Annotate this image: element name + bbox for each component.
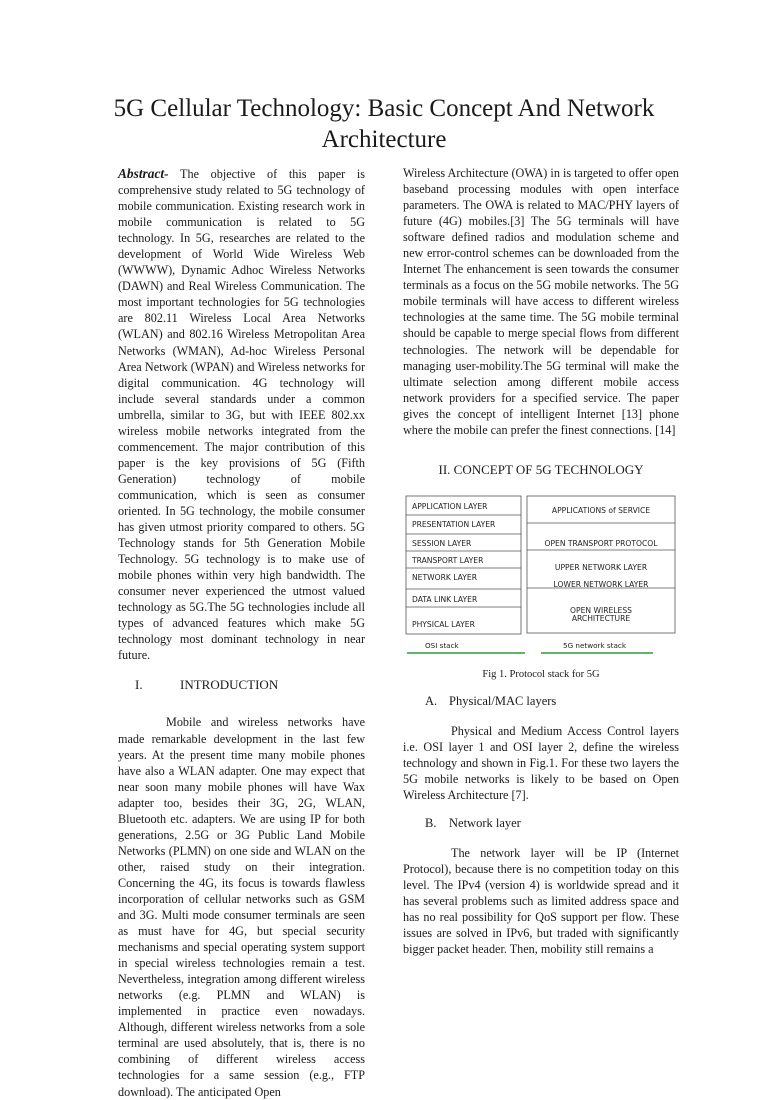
paper-title: 5G Cellular Technology: Basic Concept And Network Architecture (113, 95, 655, 153)
subsection-b-text: The network layer will be IP (Internet Protocol), because there is no competition today on this level. The IPv4 (version 4) is worldwide spread and it has several problems such as limited address space and has no real possibility for QoS support per flow. These issues are solved in IPv6, but traded with significantly bigger packet header. Then, mobility still remains a (403, 846, 679, 957)
figure-caption: Fig 1. Protocol stack for 5G (482, 668, 600, 680)
introduction-text: Mobile and wireless networks have made remarkable development in the last few years. At the present time many mobile phones have also a WLAN adapter. One may expect that near soon many mobile phones will have Wax adapter too, besides their 3G, 2G, WLAN, Bluetooth etc. adapters. We are using IP for both generations, 2.5G or 3G Public Land Mobile Networks (PLMN) on one side and WLAN on the other, raised study on their integration. Concerning the 4G, its focus is towards flawless incorporation of cellular networks such as GSM and 3G. Multi mode consumer terminals are seen as must have for 4G, but special security mechanisms and special operating system support in special wireless technologies remain a test. Nevertheless, integration among different wireless networks (e.g. PLMN and WLAN) is implemented in practice even nowadays. Although, different wireless networks from a sole terminal are used absolutely, that is, there is no combining of different wireless access technologies for a same session (e.g., FTP download). The anticipated Open (118, 715, 365, 1099)
g5-layer-open-transport: OPEN TRANSPORT PROTOCOL (544, 538, 658, 548)
protocol-stack-figure (403, 493, 679, 663)
g5-stack-label: 5G network stack (563, 640, 626, 650)
g5-layer-open-wireless: OPEN WIRELESS (570, 605, 632, 615)
protocol-stack-diagram (403, 493, 679, 663)
osi-layer-physical: PHYSICAL LAYER (412, 619, 475, 629)
intro-continued-text: Wireless Architecture (OWA) in is targeted to offer open baseband processing modules with open interface parameters. The OWA is related to MAC/PHY layers of future (4G) mobiles.[3] The 5G terminals will have software defined radios and modulation scheme and new error-control schemes can be downloaded from the Internet The enhancement is seen towards the consumer terminals as a focus on the 5G mobile networks. The 5G mobile terminals will have access to different wireless technologies at the same time. The 5G mobile terminal should be capable to merge special flows from different technologies. The network will be dependable for managing user-mobility.The 5G terminal will make the ultimate selection among different mobile access network providers for a specified service. The paper gives the concept of intelligent Internet [13] phone where the mobile can prefer the finest connections. [14] (403, 166, 679, 437)
section-title: INTRODUCTION (180, 677, 279, 693)
subsection-letter: B. (425, 816, 437, 831)
subsection-title: Physical/MAC layers (449, 693, 557, 708)
abstract (118, 166, 365, 663)
introduction-heading (118, 677, 365, 693)
g5-layer-upper-network: UPPER NETWORK LAYER (554, 562, 648, 572)
left-column (118, 166, 365, 1100)
g5-layer-applications: APPLICATIONS of SERVICE (551, 505, 651, 515)
section-number: I. (135, 677, 143, 693)
g5-layer-architecture: ARCHITECTURE (571, 613, 631, 623)
osi-stack-box (406, 496, 521, 634)
osi-layer-session: SESSION LAYER (412, 538, 472, 548)
subsection-b-heading (403, 815, 679, 831)
abstract-text: The objective of this paper is comprehensive study related to 5G technology of mobile communication. Existing research work in mobile communication is related to 5G technology. In 5G, researches are related to the development of World Wide Wireless Web (WWWW), Dynamic Adhoc Wireless Networks (DAWN) and Real Wireless Communication. The most important technologies for 5G technologies are 802.11 Wireless Local Area Networks (WLAN) and 802.16 Wireless Metropolitan Area Networks (WMAN), Ad-hoc Wireless Personal Area Network (WPAN) and Wireless networks for digital communication. 4G technology will include several standards under a common umbrella, similar to 3G, but with IEEE 802.xx wireless mobile networks integrated from the commencement. The major contribution of this paper is the key provisions of 5G (Fifth Generation) technology of mobile communication, which is seen as consumer oriented. In 5G technology, the mobile consumer has given utmost priority compared to others. 5G Technology stands for 5th Generation Mobile Technology. 5G technology is to make use of mobile phones within very high bandwidth. The consumer never experienced the utmost valued technology as 5G.The 5G technologies include all types of advanced features which make 5G technology most dominant technology in near future. (118, 167, 365, 663)
right-column (403, 165, 679, 957)
abstract-label: Abstract- (118, 166, 169, 181)
subsection-title: Network layer (449, 816, 521, 831)
osi-layer-data-link: DATA LINK LAYER (412, 594, 478, 604)
osi-layer-application: APPLICATION LAYER (412, 501, 488, 511)
osi-layer-network: NETWORK LAYER (412, 572, 477, 582)
osi-layer-transport: TRANSPORT LAYER (412, 555, 484, 565)
subsection-a-heading (403, 693, 679, 709)
g5-layer-lower-network: LOWER NETWORK LAYER (553, 579, 649, 589)
osi-stack-label: OSI stack (425, 640, 459, 650)
section2-heading: II. CONCEPT OF 5G TECHNOLOGY (438, 461, 644, 477)
subsection-a-text: Physical and Medium Access Control layers i.e. OSI layer 1 and OSI layer 2, define the wireless technology and shown in Fig.1. For these two layers the 5G mobile networks is likely to be based on Open Wireless Architecture [7]. (403, 723, 679, 802)
subsection-letter: A. (425, 693, 438, 708)
osi-layer-presentation: PRESENTATION LAYER (412, 519, 496, 529)
